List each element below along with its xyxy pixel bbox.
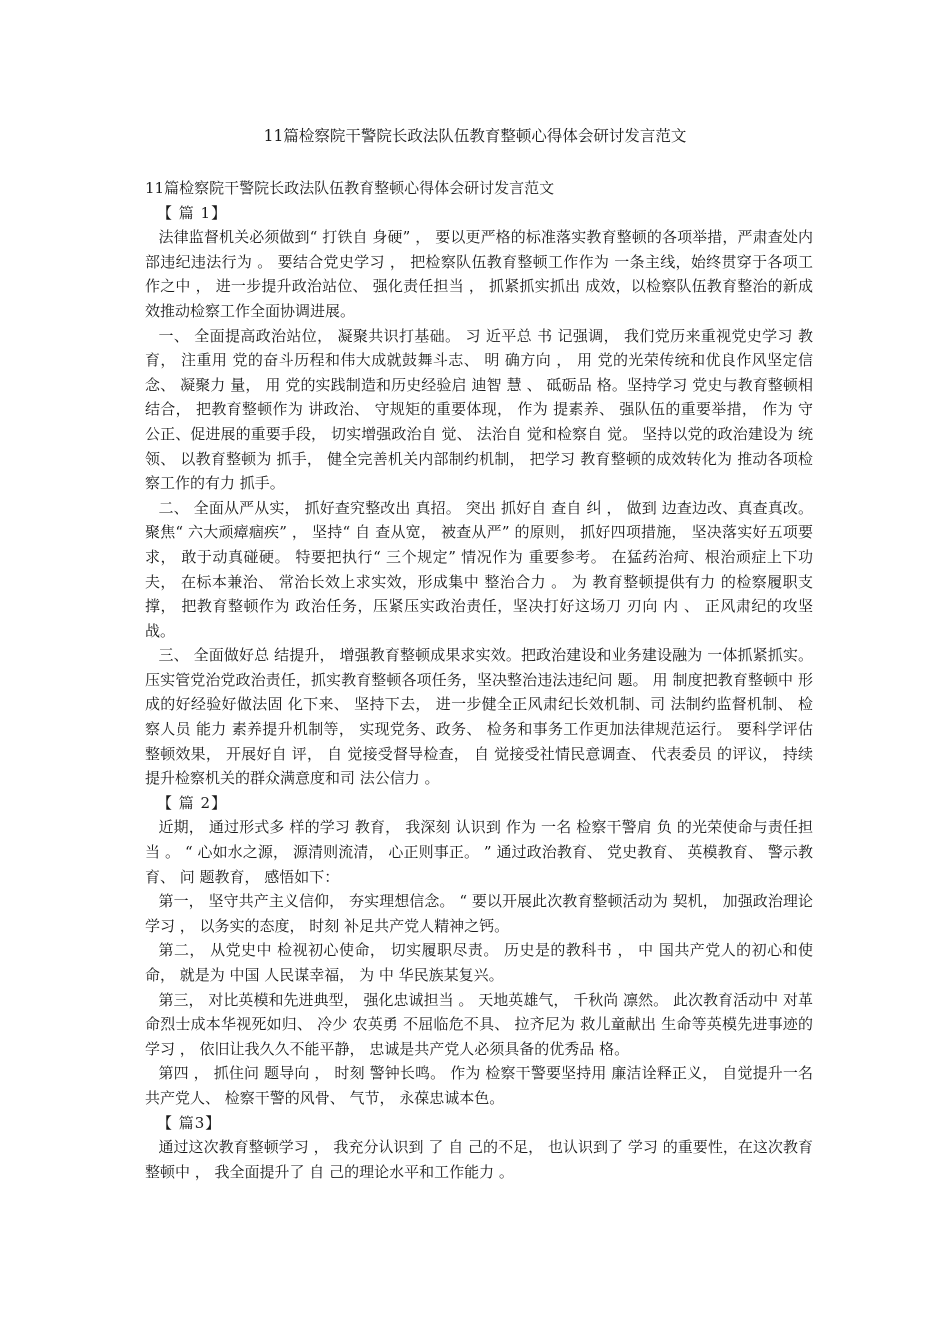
paragraph: 第一， 坚守共产主义信仰， 夯实理想信念。 “ 要以开展此次教育整顿活动为 契机， 加强政治理论学习 ， 以务实的态度， 时刻 补足共产党人精神之钙。 [145,892,813,935]
paragraph: 第二， 从党史中 检视初心使命， 切实履职尽责。 历史是的教科书 ， 中 国共产党人的初心和使命， 就是为 中国 人民谋幸福， 为 中 华民族某复兴。 [145,941,813,984]
document-title: 11篇检察院干警院长政法队伍教育整顿心得体会研讨发言范文 [263,127,687,145]
paragraph: 三、 全面做好总 结提升， 增强教育整顿成果求实效。把政治建设和业务建设融为 一体抓紧抓实。 压实管党治党政治责任，抓实教育整顿各项任务，坚决整治违法违纪问 题。 用 制度把教育整顿中 形成的好经验好做法固 化下来、 坚持下去， 进一步健全正风肃纪长效机制、司 法制约监督机制、 检察人员 能力 素养提升机制等， 实现党务、政务、 检务和事务工作更加法律规范运行。 要科学评估整顿效果， 开展好自 评， 自 觉接受督导检查， 自 觉接受社情民意调查、 代表委员 的评议， 持续提升检察机关的群众满意度和司 法公信力 。 [145,646,813,788]
document-subtitle: 11篇检察院干警院长政法队伍教育整顿心得体会研讨发言范文 [145,179,555,197]
paragraph: 法律监督机关必须做到“ 打铁自 身硬” ， 要以更严格的标准落实教育整顿的各项举措，严肃查处内 部违纪违法行为 。 要结合党史学习 ， 把检察队伍教育整顿工作作为 一条主线，始终贯穿于各项工作之中 ， 进一步提升政治站位、 强化责任担当 ， 抓紧抓实抓出 成效，以检察队伍教育整治的新成效推动检察工作全面协调进展。 [145,228,813,320]
paragraph: 二、 全面从严从实， 抓好查究整改出 真招。 突出 抓好自 查自 纠 ， 做到 边查边改、真查真改。 聚焦“ 六大顽瘴痼疾” ， 坚持“ 自 查从宽， 被查从严” 的原则， 抓好四项措施， 坚决落实好五项要求， 敢于动真碰硬。 特要把执行“ 三个规定” 情况作为 重要参考。 在猛药治疴、根治顽症上下功夫， 在标本兼治、 常治长效上求实效，形成集中 整治合力 。 为 教育整顿提供有力 的检察履职支撑， 把教育整顿作为 政治任务，压紧压实政治责任，坚决打好这场刀 刃向 内 、 正风肃纪的攻坚战。 [145,498,813,640]
paragraph: 第四 ， 抓住问 题导向 ， 时刻 警钟长鸣。 作为 检察干警要坚持用 廉洁诠释正义， 自觉提升一名 共产党人、 检察干警的风骨、 气节， 永葆忠诚本色。 [145,1064,813,1107]
section-heading-3: 【 篇3】 [157,1113,222,1132]
paragraph: 第三， 对比英模和先进典型， 强化忠诚担当 。 天地英雄气， 千秋尚 凛然。 此次教育活动中 对革命烈士成本华视死如归、 冷少 农英勇 不屈临危不具、 拉齐尼为 救儿童献出 生命等英模先进事迹的学习 ， 依旧让我久久不能平静， 忠诚是共产党人必须具备的优秀品 格。 [145,990,813,1058]
section-heading-1: 【 篇 1】 [157,203,228,222]
section-heading-2: 【 篇 2】 [157,793,228,812]
paragraph: 近期， 通过形式多 样的学习 教育， 我深刻 认识到 作为 一名 检察干警肩 负 的光荣使命与责任担当 。 “ 心如水之源， 源清则流清， 心正则事正。 ” 通过政治教育、 党史教育、 英模教育、 警示教育、 问 题教育， 感悟如下： [145,818,813,886]
paragraph: 通过这次教育整顿学习 ， 我充分认识到 了 自 己的不足， 也认识到了 学习 的重要性，在这次教育整顿中 ， 我全面提升了 自 己的理论水平和工作能力 。 [145,1138,813,1181]
paragraph: 一、 全面提高政治站位， 凝聚共识打基础。 习 近平总 书 记强调， 我们党历来重视党史学习 教育， 注重用 党的奋斗历程和伟大成就鼓舞斗志、 明 确方向 ， 用 党的光荣传统和优良作风坚定信念、 凝聚力 量， 用 党的实践制造和历史经验启 迪智 慧 、 砥砺品 格。坚持学习 党史与教育整顿相结合， 把教育整顿作为 讲政治、 守规矩的重要体现， 作为 提素养、 强队伍的重要举措， 作为 守公正、促进展的重要手段， 切实增强政治自 觉、 法治自 觉和检察自 觉。 坚持以党的政治建设为 统领、 以教育整顿为 抓手， 健全完善机关内部制约机制， 把学习 教育整顿的成效转化为 推动各项检察工作的有力 抓手。 [145,326,813,493]
document-body [145,176,813,1184]
